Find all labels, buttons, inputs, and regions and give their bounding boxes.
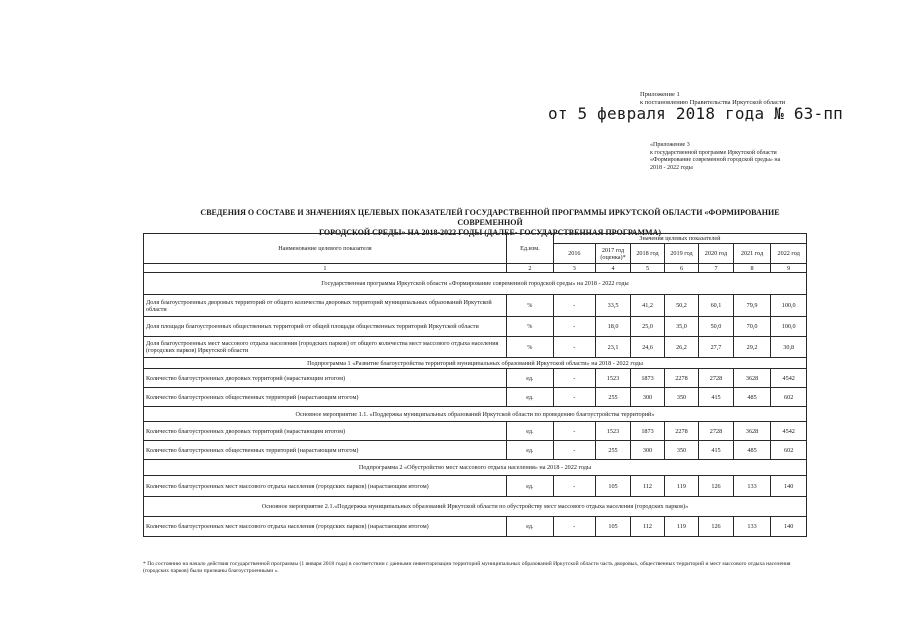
col-number: 6 [664, 264, 699, 273]
row-unit: ед. [506, 517, 553, 537]
row-value: 24,6 [631, 337, 664, 358]
row-value: 18,0 [595, 317, 631, 337]
row-value: 2728 [699, 422, 734, 441]
col-number: 9 [771, 264, 807, 273]
section-row: Основное мероприятие 2.1.«Поддержка муниципальных образований Иркутской области по обустройству мест массового отдыха населения (городских парков)» [144, 497, 807, 517]
header-year: 2016 [553, 244, 595, 264]
row-unit: ед. [506, 441, 553, 460]
col-number: 2 [506, 264, 553, 273]
col-number: 4 [595, 264, 631, 273]
row-value: 2278 [664, 422, 699, 441]
row-value: - [553, 295, 595, 317]
row-unit: ед. [506, 369, 553, 388]
row-name: Количество благоустроенных общественных территорий (нарастающим итогом) [144, 441, 507, 460]
row-value: - [553, 317, 595, 337]
row-value: - [553, 337, 595, 358]
row-value: 485 [733, 441, 771, 460]
row-value: 1873 [631, 422, 664, 441]
indicators-table [143, 233, 807, 537]
appendix-1-line2: к постановлению Правительства Иркутской области [640, 99, 786, 106]
row-value: 300 [631, 441, 664, 460]
row-value: 112 [631, 517, 664, 537]
appendix-3-line2: к государственной программе Иркутской области [650, 149, 777, 156]
row-value: 50,0 [699, 317, 734, 337]
row-unit: % [506, 337, 553, 358]
row-name: Количество благоустроенных мест массового отдыха населения (городских парков) (нарастающим итогом) [144, 476, 507, 497]
row-value: 133 [733, 476, 771, 497]
row-value: 100,0 [771, 295, 807, 317]
row-value: 30,8 [771, 337, 807, 358]
section-row: Государственная программа Иркутской области «Формирование современной городской среды» на 2018 - 2022 годы [144, 273, 807, 295]
row-unit: ед. [506, 422, 553, 441]
row-value: 35,0 [664, 317, 699, 337]
row-value: 105 [595, 517, 631, 537]
appendix-3-header [650, 142, 820, 172]
row-name: Доля благоустроенных дворовых территорий от общего количества дворовых территорий муниципальных образований Иркутской области [144, 295, 507, 317]
row-value: - [553, 517, 595, 537]
row-value: 27,7 [699, 337, 734, 358]
header-year: 2018 год [631, 244, 664, 264]
row-name: Количество благоустроенных мест массового отдыха населения (городских парков) (нарастающим итогом) [144, 517, 507, 537]
row-value: 100,0 [771, 317, 807, 337]
row-value: - [553, 422, 595, 441]
row-value: 1873 [631, 369, 664, 388]
header-year: 2021 год [733, 244, 771, 264]
document-title-line2: ГОРОДСКОЙ СРЕДЫ» НА 2018-2022 ГОДЫ (ДАЛЕЕ- ГОСУДАРСТВЕННАЯ ПРОГРАММА) [319, 228, 661, 237]
row-value: 1523 [595, 422, 631, 441]
row-value: 23,1 [595, 337, 631, 358]
row-value: 350 [664, 388, 699, 407]
row-value: 79,9 [733, 295, 771, 317]
row-unit: ед. [506, 388, 553, 407]
row-name: Доля благоустроенных мест массового отдыха населения (городских парков) от общего количества мест массового отдыха населения (городских парков) Иркутской области [144, 337, 507, 358]
row-name: Количество благоустроенных общественных территорий (нарастающим итогом) [144, 388, 507, 407]
row-value: 133 [733, 517, 771, 537]
header-values: Значения целевых показателей [553, 234, 806, 244]
row-unit: % [506, 317, 553, 337]
header-year: 2022 год [771, 244, 807, 264]
row-value: - [553, 476, 595, 497]
row-name: Количество благоустроенных дворовых территорий (нарастающим итогом) [144, 369, 507, 388]
appendix-3-line1: «Приложение 3 [650, 142, 690, 148]
section-row: Основное мероприятие 1.1. «Поддержка муниципальных образований Иркутской области по проведению благоустройства территорий» [144, 407, 807, 422]
row-value: 255 [595, 441, 631, 460]
row-value: 41,2 [631, 295, 664, 317]
row-value: 1523 [595, 369, 631, 388]
row-value: 126 [699, 476, 734, 497]
header-year: 2017 год (оценка)* [595, 244, 631, 264]
appendix-3-line4: 2018 - 2022 годы [650, 164, 693, 171]
row-value: 300 [631, 388, 664, 407]
col-number: 3 [553, 264, 595, 273]
header-year: 2020 год [699, 244, 734, 264]
row-value: - [553, 441, 595, 460]
row-value: 112 [631, 476, 664, 497]
row-value: 350 [664, 441, 699, 460]
row-value: 2728 [699, 369, 734, 388]
row-value: 26,2 [664, 337, 699, 358]
row-value: 3628 [733, 369, 771, 388]
row-value: 485 [733, 388, 771, 407]
row-value: 255 [595, 388, 631, 407]
appendix-1-line1: Приложение 1 [640, 91, 680, 98]
row-unit: ед. [506, 476, 553, 497]
row-unit: % [506, 295, 553, 317]
row-value: 415 [699, 441, 734, 460]
row-value: 4542 [771, 422, 807, 441]
header-year: 2019 год [664, 244, 699, 264]
row-value: 3628 [733, 422, 771, 441]
row-value: 140 [771, 517, 807, 537]
header-unit: Ед.изм. [506, 234, 553, 264]
row-value: 105 [595, 476, 631, 497]
row-value: 2278 [664, 369, 699, 388]
section-row: Подпрограмма 1 «Развитие благоустройства территорий муниципальных образований Иркутской области» на 2018 - 2022 годы [144, 358, 807, 369]
row-value: 126 [699, 517, 734, 537]
row-value: 33,5 [595, 295, 631, 317]
row-value: 70,0 [733, 317, 771, 337]
header-name: Наименование целевого показателя [144, 234, 507, 264]
row-name: Количество благоустроенных дворовых территорий (нарастающим итогом) [144, 422, 507, 441]
row-value: 602 [771, 388, 807, 407]
decree-stamp: от 5 февраля 2018 года № 63-пп [548, 104, 843, 123]
row-value: 29,2 [733, 337, 771, 358]
col-number: 1 [144, 264, 507, 273]
row-value: 602 [771, 441, 807, 460]
appendix-3-line3: «Формирование современной городской среды» на [650, 157, 781, 163]
footnote: * По состоянию на начало действия государственной программы (1 января 2018 года) в соответствии с данными инвентаризации территорий муниципальных образований Иркутской области часть дворовых, общественных территорий и мест массового отдыха населения (городских парков) были признаны благоустроенными ». [143, 561, 791, 574]
row-value: 140 [771, 476, 807, 497]
row-value: 119 [664, 476, 699, 497]
row-value: 415 [699, 388, 734, 407]
col-number: 7 [699, 264, 734, 273]
section-row: Подпрограмма 2 «Обустройство мест массового отдыха населения» на 2018 - 2022 годы [144, 460, 807, 476]
col-number: 8 [733, 264, 771, 273]
col-number: 5 [631, 264, 664, 273]
row-value: - [553, 369, 595, 388]
row-value: 25,0 [631, 317, 664, 337]
row-name: Доля площади благоустроенных общественных территорий от общей площади общественных территорий Иркутской области [144, 317, 507, 337]
row-value: - [553, 388, 595, 407]
document-title-line1: СВЕДЕНИЯ О СОСТАВЕ И ЗНАЧЕНИЯХ ЦЕЛЕВЫХ ПОКАЗАТЕЛЕЙ ГОСУДАРСТВЕННОЙ ПРОГРАММЫ ИРКУТСКОЙ ОБЛАСТИ «ФОРМИРОВАНИЕ СОВРЕМЕННОЙ [200, 208, 780, 227]
row-value: 119 [664, 517, 699, 537]
row-value: 4542 [771, 369, 807, 388]
row-value: 50,2 [664, 295, 699, 317]
row-value: 60,1 [699, 295, 734, 317]
